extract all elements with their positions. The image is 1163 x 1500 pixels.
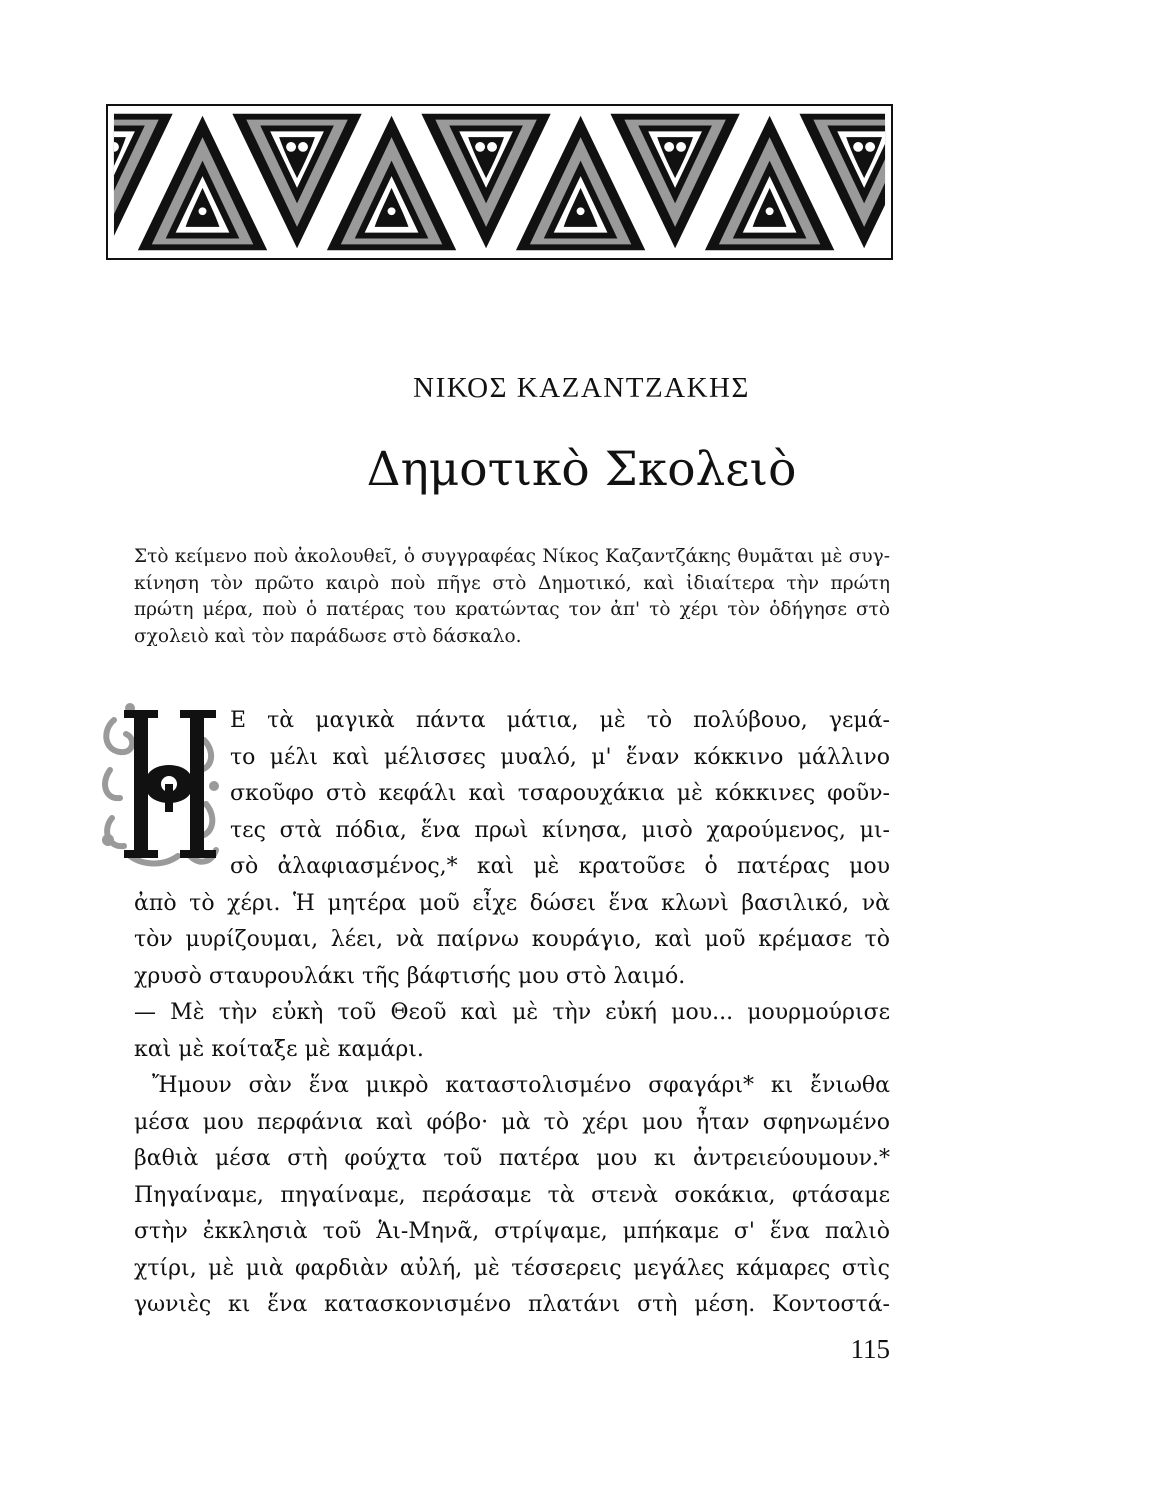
story-line: ἀπὸ τὸ χέρι. Ἡ μητέρα μοῦ εἶχε δώσει ἕνα κλωνὶ βασιλικό, νὰ xyxy=(134,890,890,916)
intro-paragraph xyxy=(134,544,890,650)
page-number: 115 xyxy=(850,1334,890,1364)
intro-line: κίνηση τὸν πρῶτο καιρὸ ποὺ πῆγε στὸ Δημοτικό, καὶ ἰδιαίτερα τὴν πρώτη xyxy=(134,572,890,594)
story-line: στὴν ἐκκλησιὰ τοῦ Ἁι-Μηνᾶ, στρίψαμε, μπήκαμε σ' ἕνα παλιὸ xyxy=(134,1219,890,1244)
story-line: το μέλι καὶ μέλισσες μυαλό, μ' ἕναν κόκκινο μάλλινο xyxy=(230,744,890,770)
intro-line: πρώτη μέρα, ποὺ ὁ πατέρας του κρατώντας τον ἀπ' τὸ χέρι τὸν ὁδήγησε στὸ xyxy=(134,599,890,620)
story-line: σκοῦφο στὸ κεφάλι καὶ τσαρουχάκια μὲ κόκκινες φοῦν- xyxy=(230,781,890,806)
story-line: χρυσὸ σταυρουλάκι τῆς βάφτισής μου στὸ λαιμό. xyxy=(134,963,686,989)
story-line: τὸν μυρίζουμαι, λέει, νὰ παίρνω κουράγιο, καὶ μοῦ κρέμασε τὸ xyxy=(134,927,890,952)
story-line: μέσα μου περφάνια καὶ φόβο· μὰ τὸ χέρι μου ἦταν σφηνωμένο xyxy=(134,1109,890,1135)
triangle-ornament-icon xyxy=(108,106,891,258)
story-line: γωνιὲς κι ἕνα κατασκονισμένο πλατάνι στὴ μέση. Κοντοστά- xyxy=(134,1292,890,1317)
story-text xyxy=(134,703,890,1324)
ornamental-header-banner xyxy=(106,104,893,260)
intro-line: Στὸ κείμενο ποὺ ἀκολουθεῖ, ὁ συγγραφέας Νίκος Καζαντζάκης θυμᾶται μὲ συγ- xyxy=(134,546,890,567)
story-line: σὸ ἀλαφιασμένος,* καὶ μὲ κρατοῦσε ὁ πατέρας μου xyxy=(230,854,890,879)
story-line: βαθιὰ μέσα στὴ φούχτα τοῦ πατέρα μου κι ἀντρειεύουμουν.* xyxy=(134,1146,890,1171)
story-line: Ἤμουν σὰν ἕνα μικρὸ καταστολισμένο σφαγάρι* κι ἔνιωθα xyxy=(152,1073,890,1098)
story-line: χτίρι, μὲ μιὰ φαρδιὰν αὐλή, μὲ τέσσερεις μεγάλες κάμαρες στὶς xyxy=(134,1255,890,1281)
author-name: ΝΙΚΟΣ ΚΑΖΑΝΤΖΑΚΗΣ xyxy=(413,372,750,404)
story-line: — Μὲ τὴν εὐκὴ τοῦ Θεοῦ καὶ μὲ τὴν εὐκή μου... μουρμούρισε xyxy=(134,1000,890,1025)
intro-line: σχολειὸ καὶ τὸν παράδωσε στὸ δάσκαλο. xyxy=(134,625,522,647)
story-line: Ε τὰ μαγικὰ πάντα μάτια, μὲ τὸ πολύβουο, γεμά- xyxy=(230,708,890,733)
story-line: τες στὰ πόδια, ἕνα πρωὶ κίνησα, μισὸ χαρούμενος, μι- xyxy=(230,817,890,843)
story-line: καὶ μὲ κοίταξε μὲ καμάρι. xyxy=(134,1036,424,1062)
page-title: Δημοτικὸ Σκολειὸ xyxy=(366,442,797,497)
story-line: Πηγαίναμε, πηγαίναμε, περάσαμε τὰ στενὰ σοκάκια, φτάσαμε xyxy=(134,1182,890,1208)
